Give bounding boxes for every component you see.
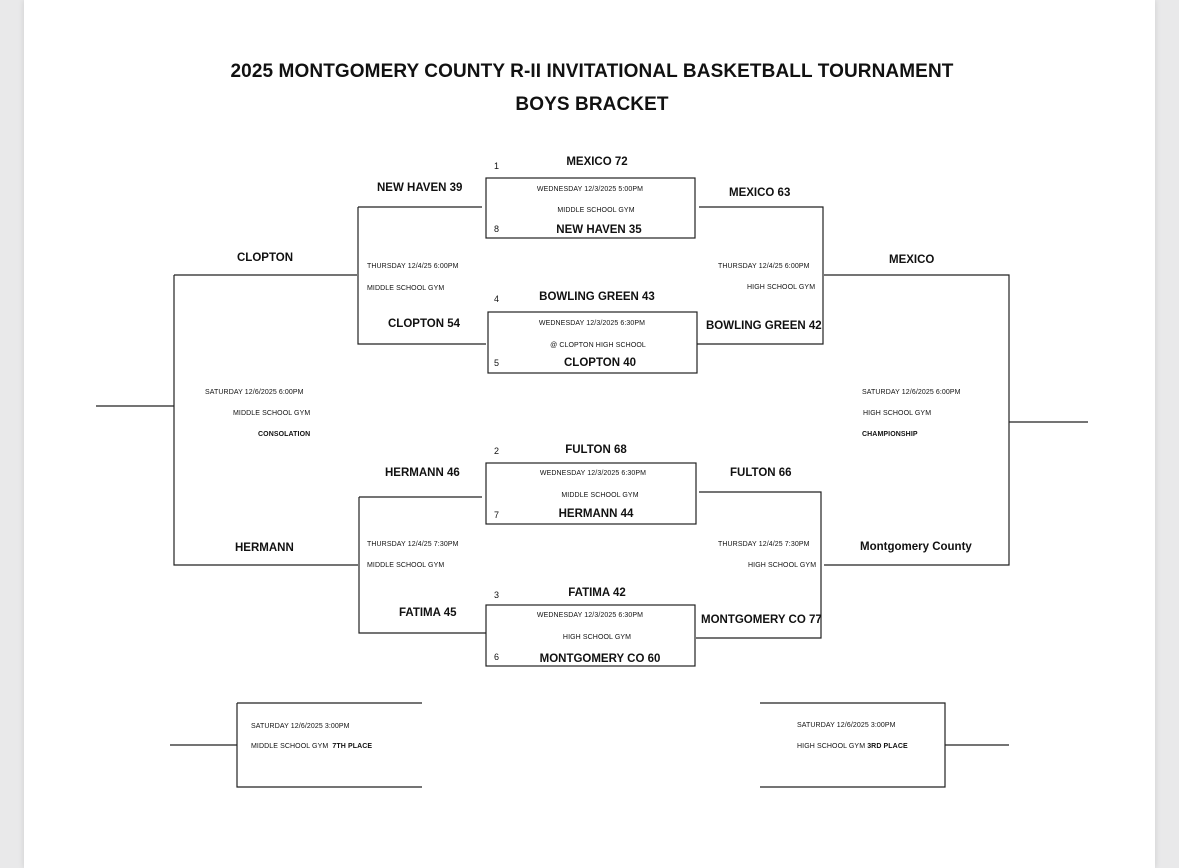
game-info: WEDNESDAY 12/3/2025 6:30PM xyxy=(539,470,647,477)
seed-label: 6 xyxy=(494,652,500,662)
game-info: SATURDAY 12/6/2025 3:00PM xyxy=(251,723,350,730)
game-info: MIDDLE SCHOOL GYM xyxy=(367,562,445,569)
game-label: 7TH PLACE xyxy=(332,743,373,750)
game-info: HIGH SCHOOL GYM xyxy=(863,410,932,417)
game-info: SATURDAY 12/6/2025 6:00PM xyxy=(205,389,304,396)
game-info: @ CLOPTON HIGH SCHOOL xyxy=(550,342,646,349)
championship-bracket xyxy=(824,275,1088,565)
team-label: MONTGOMERY CO 77 xyxy=(701,614,822,626)
seed-label: 7 xyxy=(494,510,500,520)
page-title: 2025 MONTGOMERY COUNTY R-II INVITATIONAL BASKETBALL TOURNAMENT xyxy=(230,61,954,82)
game-info: MIDDLE SCHOOL GYM xyxy=(233,410,311,417)
team-label: MONTGOMERY CO 60 xyxy=(539,653,661,665)
game-info: HIGH SCHOOL GYM 3RD PLACE xyxy=(797,743,908,750)
game-info: MIDDLE SCHOOL GYM xyxy=(561,492,639,499)
team-label: CLOPTON 40 xyxy=(564,357,636,369)
game-info: HIGH SCHOOL GYM xyxy=(748,562,817,569)
team-label: FULTON 66 xyxy=(730,467,792,479)
seed-label: 5 xyxy=(494,358,500,368)
game-info: HIGH SCHOOL GYM xyxy=(562,634,632,641)
team-label: CLOPTON xyxy=(237,252,294,264)
game-info: WEDNESDAY 12/3/2025 6:30PM xyxy=(538,320,646,327)
team-label: BOWLING GREEN 42 xyxy=(706,320,822,332)
team-label: CLOPTON 54 xyxy=(388,318,460,330)
team-label: MEXICO 72 xyxy=(566,156,628,168)
seed-label: 3 xyxy=(494,590,500,600)
seed-label: 2 xyxy=(494,446,500,456)
game-info: MIDDLE SCHOOL GYM xyxy=(367,285,445,292)
game-label: 3RD PLACE xyxy=(867,743,908,750)
team-label: MEXICO 63 xyxy=(729,187,791,199)
game-info: THURSDAY 12/4/25 6:00PM xyxy=(367,263,459,270)
team-label: NEW HAVEN 39 xyxy=(377,182,463,194)
game-info: SATURDAY 12/6/2025 3:00PM xyxy=(797,722,896,729)
game-info: THURSDAY 12/4/25 7:30PM xyxy=(367,541,459,548)
seed-label: 1 xyxy=(494,161,500,171)
game-label: CONSOLATION xyxy=(258,431,311,438)
game-info: WEDNESDAY 12/3/2025 5:00PM xyxy=(536,186,644,193)
team-label: HERMANN xyxy=(235,542,294,554)
seed-label: 8 xyxy=(494,224,500,234)
team-label: Montgomery County xyxy=(860,541,972,553)
game-info: MIDDLE SCHOOL GYM xyxy=(557,207,635,214)
team-label: FATIMA 45 xyxy=(399,607,457,619)
game-info: HIGH SCHOOL GYM xyxy=(747,284,816,291)
consolation-bracket xyxy=(96,275,358,565)
team-label: HERMANN 46 xyxy=(385,467,460,479)
page-subtitle: BOYS BRACKET xyxy=(515,94,669,115)
team-label: NEW HAVEN 35 xyxy=(556,224,642,236)
team-label: MEXICO xyxy=(889,254,935,266)
game-info: THURSDAY 12/4/25 7:30PM xyxy=(718,541,810,548)
team-label: HERMANN 44 xyxy=(558,508,634,520)
team-label: FULTON 68 xyxy=(565,444,627,456)
team-label: FATIMA 42 xyxy=(568,587,626,599)
game-info: SATURDAY 12/6/2025 6:00PM xyxy=(862,389,961,396)
game-label: CHAMPIONSHIP xyxy=(862,431,918,438)
game-info: THURSDAY 12/4/25 6:00PM xyxy=(718,263,810,270)
game-info: MIDDLE SCHOOL GYM 7TH PLACE xyxy=(251,743,373,750)
seed-label: 4 xyxy=(494,294,500,304)
game-info: WEDNESDAY 12/3/2025 6:30PM xyxy=(536,612,644,619)
team-label: BOWLING GREEN 43 xyxy=(539,291,655,303)
